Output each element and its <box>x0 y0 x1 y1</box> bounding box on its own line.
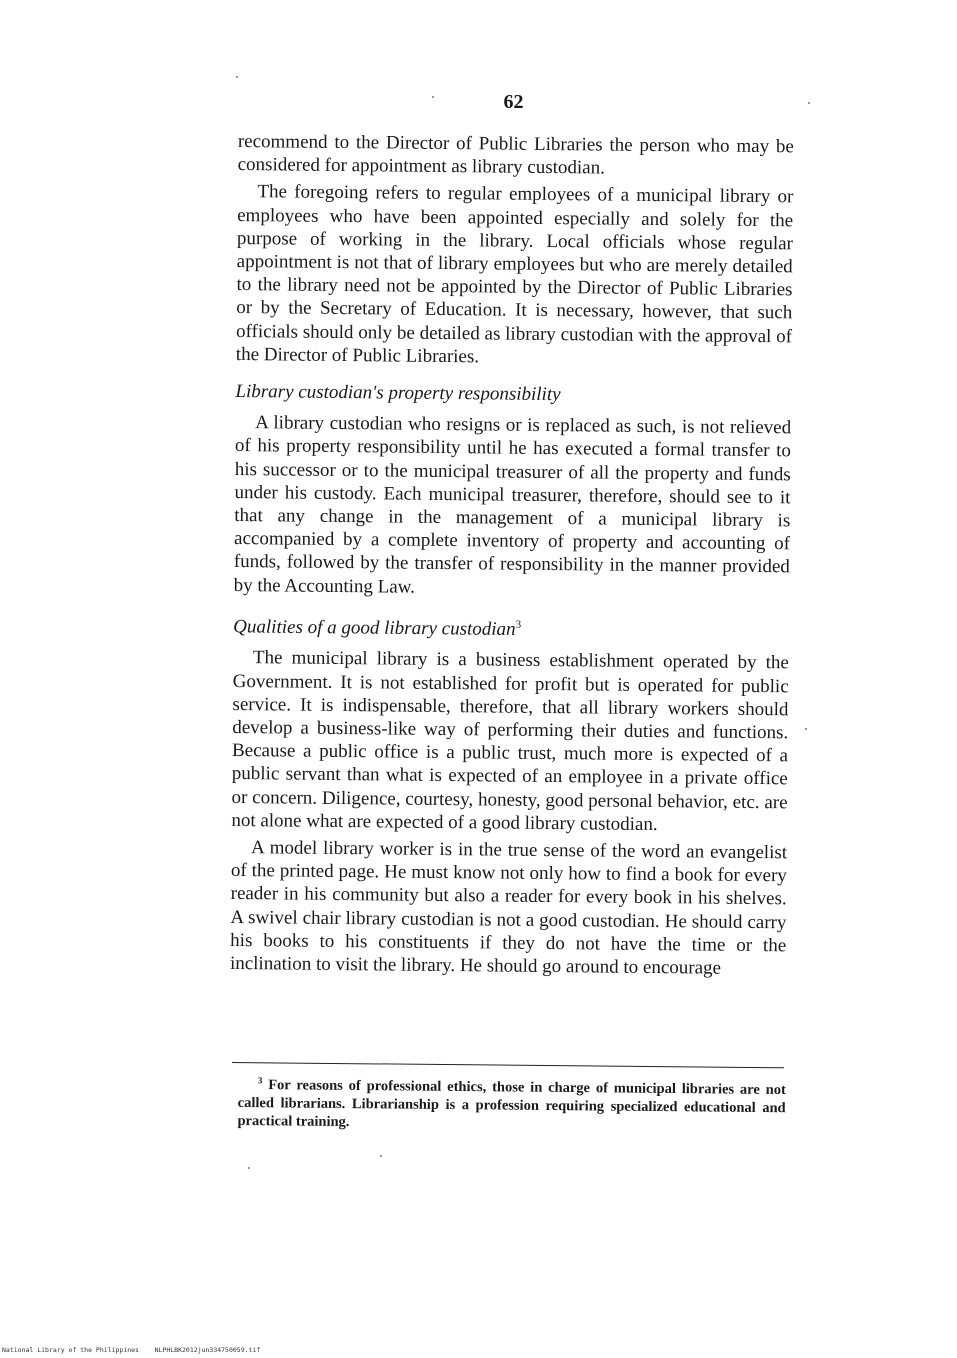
section-heading-text: Qualities of a good library custodian <box>233 616 516 640</box>
body-text <box>230 130 794 985</box>
page-number: 62 <box>503 91 524 113</box>
scan-speck <box>805 728 807 730</box>
section-heading-text: Library custodian's property responsibility <box>235 381 561 406</box>
scan-speck <box>248 1167 250 1169</box>
scan-speck <box>432 96 434 98</box>
scan-speck <box>808 102 810 104</box>
scan-speck <box>236 76 238 78</box>
footnote-reference: 3 <box>515 618 522 631</box>
footnote-mark: 3 <box>257 1075 263 1086</box>
paragraph: The foregoing refers to regular employees of a municipal library or employees who have been appointed especially and solely for the purpose of working in the library. Local officials whose regular appointment is not that of library employees but who are merely detailed to the library need not be appointed by the Director of Public Libraries or by the Secretary of Education. It is necessary, however, that such officials should only be detailed as library custodian with the approval of the Director of Public Libraries. <box>235 181 794 368</box>
footnote <box>237 1071 786 1135</box>
section-heading-property-responsibility <box>235 380 791 409</box>
paragraph-continued: recommend to the Director of Public Libraries the person who may be considered for appointment as library custodian. <box>237 130 794 179</box>
paragraph: The municipal library is a business establishment operated by the Government. It is not established for profit but is operated for public service. It is indispensable, therefore, that all library workers should develop a business-like way of performing their duties and functions. Because a public office is a public trust, much more is expected of a public servant than what is expected of an employee in a private office or concern. Diligence, courtesy, honesty, good personal behavior, etc. are not alone what are expected of a good library custodian. <box>231 647 790 835</box>
scan-speck <box>380 1155 382 1157</box>
paragraph: A library custodian who resigns or is replaced as such, is not relieved of his property responsibility until he has executed a formal transfer to his successor or to the municipal treasurer of all the property and funds under his custody. Each municipal treasurer, therefore, should see to it that any change in the management of a municipal library is accompanied by a complete inventory of property and accounting of funds, followed by the transfer of responsibility in the manner provided by the Accounting Law. <box>233 412 792 598</box>
footnote-text: For reasons of professional ethics, those in charge of municipal libraries are not called librarians. Librarianship is a profession requiring specialized educational and practical training. <box>237 1077 786 1130</box>
section-heading-qualities <box>233 611 789 644</box>
scan-footer: National Library of the Philippines NLPHLBK2012jun334750059.tif <box>2 1346 261 1354</box>
footnote-divider <box>232 1062 784 1068</box>
paragraph: A model library worker is in the true sense of the word an evangelist of the printed page. He must know not only how to find a book for every reader in his community but also a reader for every book in his shelves. A swivel chair library custodian is not a good custodian. He should carry his books to his constituents if they do not have the time or the inclination to visit the library. He should go around to encourage <box>229 837 788 979</box>
